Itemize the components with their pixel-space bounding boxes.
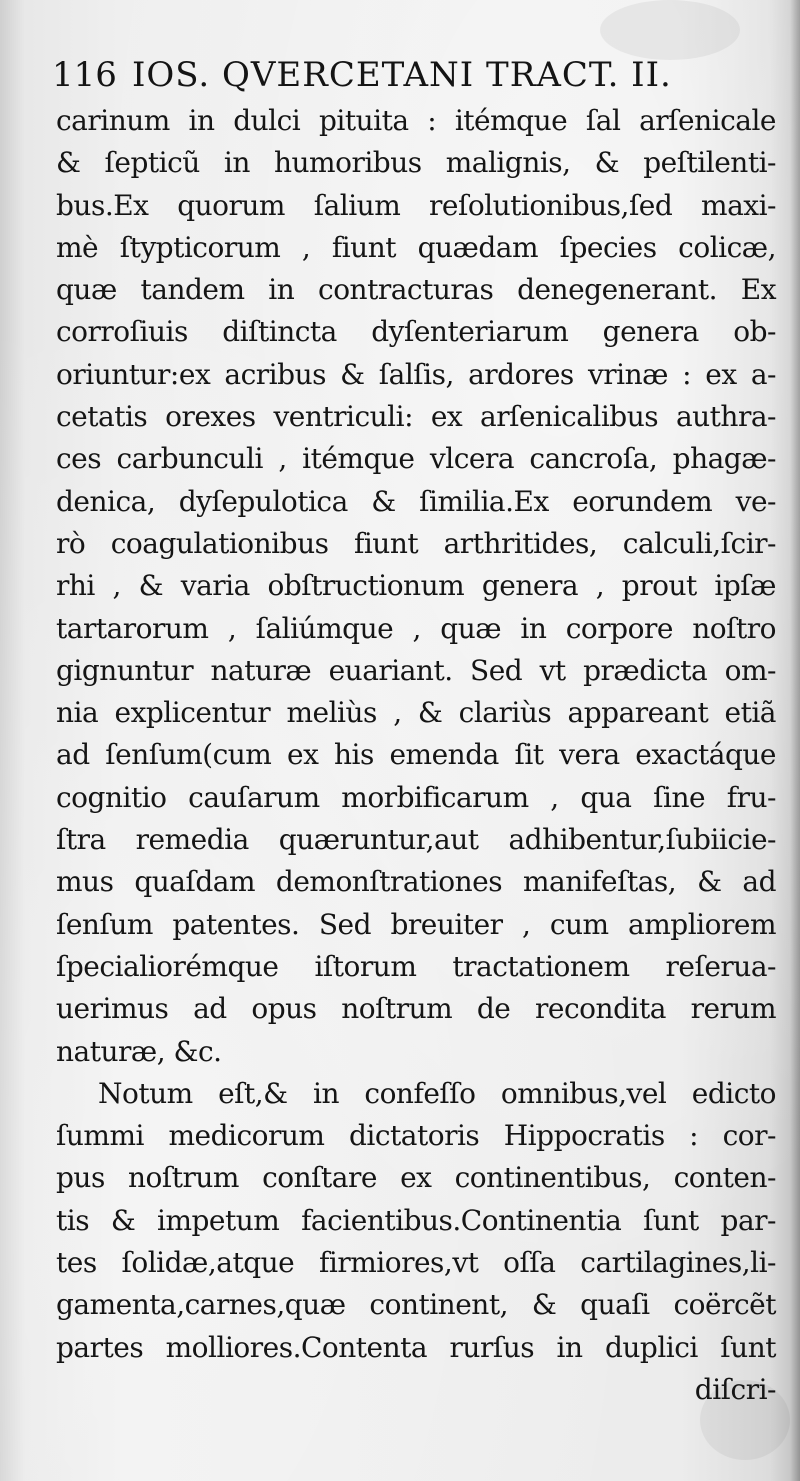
text-line: corroſiuis diſtincta dyſenteriarum genera ob- — [56, 315, 776, 349]
text-line: oriuntur:ex acribus & ſalſis, ardores vrinæ : ex a- — [56, 357, 776, 391]
paragraph-end-line: naturæ, &c. — [56, 1034, 222, 1068]
text-line: mus quaſdam demonſtrationes manifeſtas, & ad — [56, 865, 776, 899]
text-line: mè ſtypticorum , fiunt quædam ſpecies colicæ, — [56, 230, 776, 264]
text-line: ſtra remedia quæruntur,aut adhibentur,ſubiicie- — [56, 823, 776, 857]
text-line: cognitio cauſarum morbificarum , qua ſine fru- — [56, 780, 776, 814]
text-line: ſummi medicorum dictatoris Hippocratis : cor- — [56, 1119, 776, 1153]
text-line: ſpecialiorémque iſtorum tractationem reſerua- — [56, 949, 776, 983]
text-line: cetatis orexes ventriculi: ex arſenicalibus authra- — [56, 400, 776, 434]
text-line: bus.Ex quorum ſalium reſolutionibus,ſed maxi- — [56, 188, 776, 222]
paragraph-start-line: Notum eſt,& in confeſſo omnibus,vel edicto — [98, 1076, 776, 1110]
text-line: & ſepticũ in humoribus malignis, & peſtilenti- — [56, 146, 776, 180]
text-line: ces carbunculi , itémque vlcera cancroſa, phagæ- — [56, 442, 776, 476]
text-line: uerimus ad opus noſtrum de recondita rerum — [56, 992, 776, 1026]
text-line: nia explicentur meliùs , & clariùs appareant etiã — [56, 696, 776, 730]
text-line: denica, dyſepulotica & ſimilia.Ex eorundem ve- — [56, 484, 776, 518]
running-header — [52, 50, 772, 100]
text-line: ſenſum patentes. Sed breuiter , cum ampliorem — [56, 907, 776, 941]
text-block — [56, 100, 776, 1411]
text-line: tis & impetum facientibus.Continentia ſunt par- — [56, 1203, 776, 1237]
text-line: pus noſtrum conſtare ex continentibus, conten- — [56, 1161, 776, 1195]
page-edge-shadow — [790, 0, 800, 1481]
catchword: diſcri- — [694, 1372, 776, 1406]
text-line: gamenta,carnes,quæ continent, & quaſi coërcẽt — [56, 1288, 776, 1322]
text-line: partes molliores.Contenta rurſus in duplici ſunt — [56, 1330, 776, 1364]
text-line: quæ tandem in contracturas denegenerant. Ex — [56, 273, 776, 307]
text-line: rhi , & varia obſtructionum genera , prout ipſæ — [56, 569, 776, 603]
text-line: ad ſenſum(cum ex his emenda ſit vera exactáque — [56, 738, 776, 772]
text-line: rò coagulationibus fiunt arthritides, calculi,ſcir- — [56, 526, 776, 560]
page-number: 116 — [52, 55, 117, 95]
text-line: carinum in dulci pituita : itémque ſal arſenicale — [56, 104, 776, 137]
text-line: tes ſolidæ,atque firmiores,vt oſſa cartilagines,li- — [56, 1246, 776, 1280]
text-line: gignuntur naturæ euariant. Sed vt prædicta om- — [56, 653, 776, 687]
running-head-title: IOS. QVERCETANI TRACT. II. — [132, 55, 672, 95]
text-line: tartarorum , ſaliúmque , quæ in corpore noſtro — [56, 611, 776, 645]
